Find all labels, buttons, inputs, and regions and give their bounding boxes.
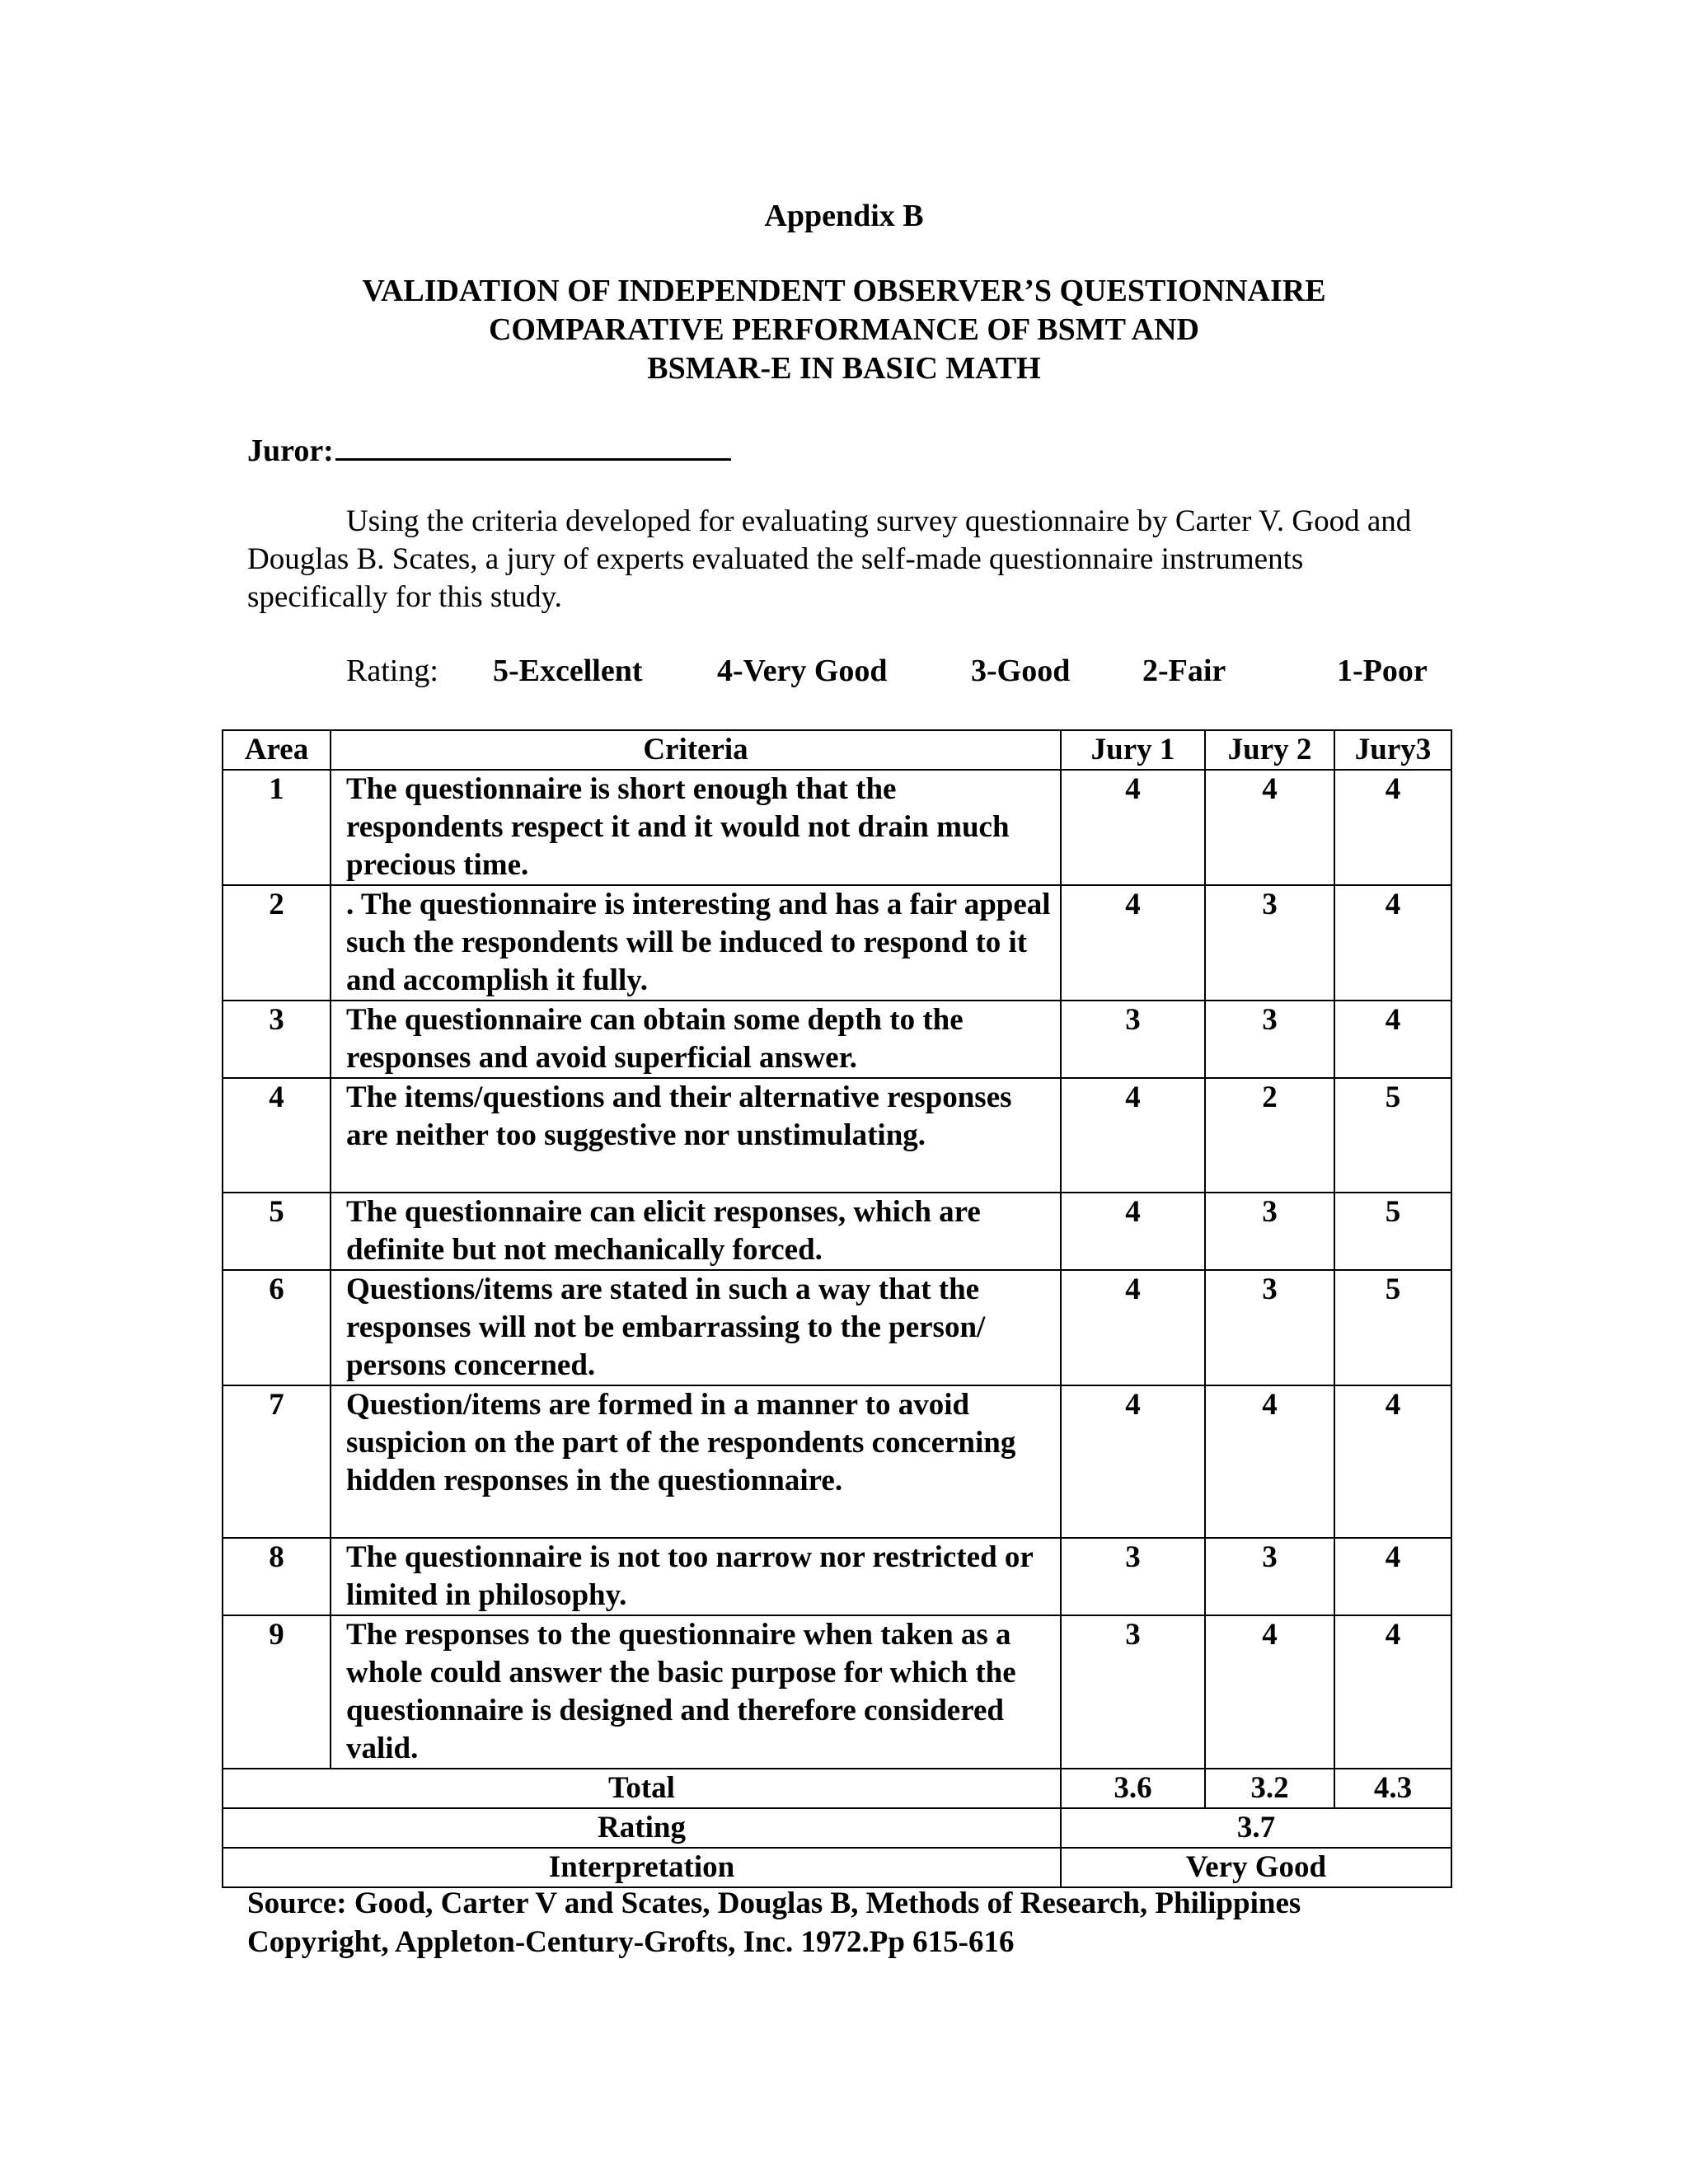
interpretation-row	[223, 1848, 1451, 1887]
jury1-cell: 4	[1061, 1078, 1205, 1193]
table-row	[223, 885, 1451, 1001]
jury3-cell: 4	[1334, 770, 1451, 885]
total-label: Total	[223, 1769, 1061, 1808]
validation-table	[222, 729, 1452, 1888]
jury3-cell: 5	[1334, 1078, 1451, 1193]
table-header-row	[223, 730, 1451, 770]
title-line: BSMAR-E IN BASIC MATH	[647, 351, 1041, 386]
rating-level-4: 4-Very Good	[717, 654, 888, 688]
total-jury2: 3.2	[1205, 1769, 1334, 1808]
jury3-cell: 4	[1334, 1385, 1451, 1538]
jury2-cell: 3	[1205, 1538, 1334, 1615]
jury3-cell: 5	[1334, 1193, 1451, 1270]
juror-field	[247, 425, 731, 469]
table-row	[223, 1078, 1451, 1193]
jury3-cell: 5	[1334, 1270, 1451, 1385]
jury1-cell: 4	[1061, 1193, 1205, 1270]
jury2-cell: 3	[1205, 1193, 1334, 1270]
jury1-cell: 4	[1061, 1385, 1205, 1538]
jury1-cell: 3	[1061, 1615, 1205, 1769]
jury3-cell: 4	[1334, 1538, 1451, 1615]
area-cell: 7	[223, 1385, 331, 1538]
rating-level-1: 1-Poor	[1337, 654, 1428, 688]
jury2-cell: 4	[1205, 770, 1334, 885]
jury3-cell: 4	[1334, 1615, 1451, 1769]
rating-row	[223, 1808, 1451, 1848]
rating-level-3: 3-Good	[971, 654, 1071, 688]
table-row	[223, 770, 1451, 885]
interpretation-label: Interpretation	[223, 1848, 1061, 1887]
area-cell: 5	[223, 1193, 331, 1270]
table-row	[223, 1538, 1451, 1615]
rating-value: 3.7	[1061, 1808, 1451, 1848]
criteria-cell: The questionnaire can elicit responses, which are definite but not mechanically forced.	[331, 1193, 1061, 1270]
table-row	[223, 1615, 1451, 1769]
total-row	[223, 1769, 1451, 1808]
source-line: Source: Good, Carter V and Scates, Douglas B, Methods of Research, Philippines	[247, 1886, 1301, 1920]
intro-text: Using the criteria developed for evaluating survey questionnaire by Carter V. Good and Douglas B. Scates, a jury of experts evaluated the self-made questionnaire instruments specifically for this study.	[247, 504, 1412, 614]
jury3-cell: 4	[1334, 885, 1451, 1001]
jury2-cell: 2	[1205, 1078, 1334, 1193]
header-criteria: Criteria	[331, 730, 1061, 770]
area-cell: 3	[223, 1001, 331, 1078]
rating-scale-label: Rating:	[346, 654, 438, 688]
criteria-cell: The responses to the questionnaire when taken as a whole could answer the basic purpose for which the questionnaire is designed and therefore considered valid.	[331, 1615, 1061, 1769]
juror-label: Juror:	[247, 434, 334, 468]
criteria-cell: The questionnaire is not too narrow nor restricted or limited in philosophy.	[331, 1538, 1061, 1615]
jury1-cell: 3	[1061, 1538, 1205, 1615]
criteria-cell: The questionnaire is short enough that the respondents respect it and it would not drain much precious time.	[331, 770, 1061, 885]
jury3-cell: 4	[1334, 1001, 1451, 1078]
header-jury3: Jury3	[1334, 730, 1451, 770]
intro-paragraph	[247, 503, 1434, 616]
jury1-cell: 4	[1061, 1270, 1205, 1385]
criteria-cell: Question/items are formed in a manner to avoid suspicion on the part of the respondents concerning hidden responses in the questionnaire.	[331, 1385, 1061, 1538]
area-cell: 8	[223, 1538, 331, 1615]
jury2-cell: 3	[1205, 1270, 1334, 1385]
area-cell: 9	[223, 1615, 331, 1769]
header-jury2: Jury 2	[1205, 730, 1334, 770]
interpretation-value: Very Good	[1061, 1848, 1451, 1887]
table-row	[223, 1385, 1451, 1538]
criteria-cell: The questionnaire can obtain some depth to the responses and avoid superficial answer.	[331, 1001, 1061, 1078]
area-cell: 1	[223, 770, 331, 885]
title-line: VALIDATION OF INDEPENDENT OBSERVER’S QUESTIONNAIRE	[362, 274, 1326, 308]
area-cell: 4	[223, 1078, 331, 1193]
total-jury3: 4.3	[1334, 1769, 1451, 1808]
jury2-cell: 4	[1205, 1385, 1334, 1538]
header-area: Area	[223, 730, 331, 770]
rating-level-2: 2-Fair	[1142, 654, 1226, 688]
title-line: COMPARATIVE PERFORMANCE OF BSMT AND	[488, 312, 1200, 347]
area-cell: 6	[223, 1270, 331, 1385]
rating-level-5: 5-Excellent	[493, 654, 643, 688]
jury1-cell: 3	[1061, 1001, 1205, 1078]
total-jury1: 3.6	[1061, 1769, 1205, 1808]
header-jury1: Jury 1	[1061, 730, 1205, 770]
source-citation	[247, 1884, 1648, 1961]
jury2-cell: 4	[1205, 1615, 1334, 1769]
criteria-cell: Questions/items are stated in such a way that the responses will not be embarrassing to the person/ persons concerned.	[331, 1270, 1061, 1385]
criteria-cell: . The questionnaire is interesting and has a fair appeal such the respondents will be induced to respond to it and accomplish it fully.	[331, 885, 1061, 1001]
document-title	[0, 272, 1688, 388]
jury1-cell: 4	[1061, 770, 1205, 885]
table-row	[223, 1001, 1451, 1078]
table-row	[223, 1193, 1451, 1270]
source-line: Copyright, Appleton-Century-Grofts, Inc. 1972.Pp 615-616	[247, 1925, 1015, 1959]
jury2-cell: 3	[1205, 885, 1334, 1001]
jury1-cell: 4	[1061, 885, 1205, 1001]
rating-label: Rating	[223, 1808, 1061, 1848]
table-row	[223, 1270, 1451, 1385]
jury2-cell: 3	[1205, 1001, 1334, 1078]
appendix-heading: Appendix B	[764, 199, 924, 233]
juror-blank-line	[335, 425, 731, 461]
criteria-cell: The items/questions and their alternative responses are neither too suggestive nor unstimulating.	[331, 1078, 1061, 1193]
area-cell: 2	[223, 885, 331, 1001]
